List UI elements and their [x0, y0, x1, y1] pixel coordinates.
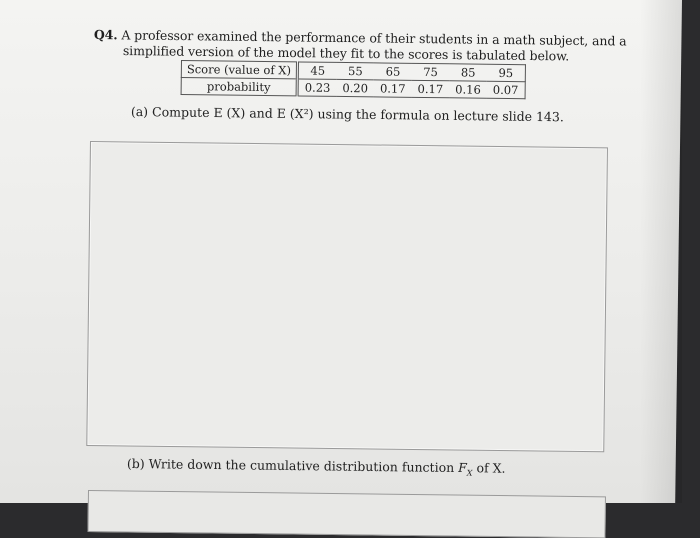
table-cell: 45 [297, 62, 336, 79]
part-a-conj: and [249, 105, 273, 121]
table-row-label-probability: probability [181, 78, 297, 96]
part-a-text-after: using the formula on lecture slide 143. [317, 106, 564, 125]
part-b-label: (b) [126, 456, 145, 472]
cdf-symbol: F [458, 460, 467, 476]
part-b-text: Write down the cumulative distribution function [148, 456, 455, 475]
part-a-text-before: Compute [152, 104, 210, 120]
table-cell: 55 [336, 62, 374, 79]
table-cell: 85 [449, 64, 487, 81]
part-a-expr-ex2: E (X²) [276, 105, 314, 122]
table-cell: 95 [487, 64, 525, 81]
table-cell: 65 [374, 63, 412, 80]
part-b-of: of X. [476, 460, 506, 476]
page-edge-shadow [640, 0, 682, 503]
table-cell: 75 [412, 63, 450, 80]
question-number: Q4. [93, 27, 118, 43]
distribution-table [181, 60, 526, 99]
table-cell: 0.07 [487, 81, 525, 98]
part-a-label: (a) [130, 104, 149, 120]
table-row-probabilities [181, 78, 525, 99]
answer-box-part-b[interactable] [87, 490, 605, 538]
table-cell: 0.17 [374, 80, 412, 97]
question-line-2: simplified version of the model they fit to the scores is tabulated below. [122, 43, 570, 64]
table-cell: 0.16 [449, 81, 487, 98]
answer-box-part-a[interactable] [86, 141, 608, 452]
table-cell: 0.17 [411, 80, 449, 97]
question-text-1: A professor examined the performance of their students in a math subject, and a [121, 27, 627, 49]
table-cell: 0.20 [336, 79, 374, 96]
table-cell: 0.23 [297, 79, 336, 96]
part-a-expr-ex: E (X) [213, 105, 246, 121]
table-row-label-score: Score (value of X) [181, 61, 297, 79]
cdf-subscript: X [466, 468, 473, 478]
